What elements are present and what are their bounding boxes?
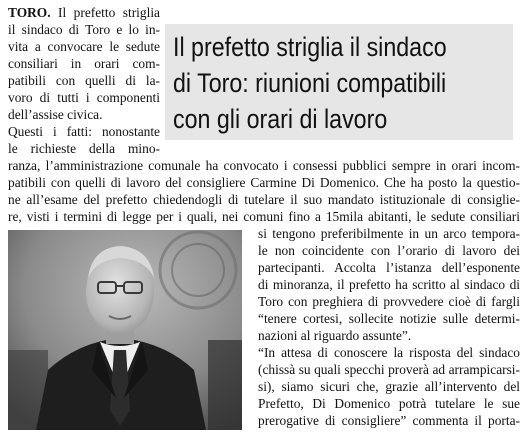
article-line: ne all’esame del prefetto chiedendogli di tutelare il suo mandato istituzionale di consiglie- — [8, 192, 520, 207]
article-line: re, visti i termini di legge per i quali, nei comuni fino a 15mila abitanti, le sedute consiliari — [8, 209, 520, 224]
portrait-illustration — [8, 230, 242, 430]
article-line: Toro con preghiera di provvedere cioè di fargli — [258, 294, 520, 309]
article-line: Questi i fatti: nonostante — [8, 124, 160, 139]
article-line: patibili con quelli di lavoro del consigliere Carmine Di Domenico. Che ha posto la questio- — [8, 175, 520, 190]
article-line: “In attesa di conoscere la risposta del sindaco — [258, 345, 520, 360]
article-line: “tenere cortesi, sollecite notizie sulle determi- — [258, 311, 520, 326]
headline-line-1: Il prefetto striglia il sindaco — [173, 32, 447, 62]
article-line: dell’assise civica. — [8, 107, 103, 122]
headline-line-3: con gli orari di lavoro — [173, 104, 388, 134]
headline-box — [165, 24, 513, 140]
article-line: nazioni al riguardo assunte”. — [258, 328, 412, 343]
article-line: (chissà su quali specchi proverà ad arrampicarsi- — [258, 362, 520, 377]
article-line: partecipanti. Accolta l’istanza dell’esponente — [258, 260, 520, 275]
headline-line-2: di Toro: riunioni compatibili — [173, 68, 447, 98]
article-line: consiliari in orari com- — [8, 56, 160, 71]
portrait-photo — [8, 230, 242, 430]
article-line: voro di tutti i componenti — [8, 90, 160, 105]
article-line: Prefetto, Di Domenico potrà tutelare le sue — [258, 396, 520, 411]
article-line: ranza, l’amministrazione comunale ha convocato i consessi pubblici sempre in orari incom- — [8, 158, 520, 173]
article-line: di minoranza, il prefetto ha scritto al sindaco di — [258, 277, 520, 292]
article-line: si tengono preferibilmente in un arco tempora- — [258, 226, 520, 241]
article-line: il sindaco di Toro e lo in- — [8, 22, 160, 37]
dateline: TORO. — [8, 5, 51, 20]
article-line: patibili con quelli di la- — [8, 73, 160, 88]
article-line: si), siamo sicuri che, grazie all’intervento del — [258, 379, 520, 394]
article-line: TORO. Il prefetto striglia — [8, 5, 160, 20]
article-line: le non coincidente con l’orario di lavoro dei — [258, 243, 520, 258]
article-line: le richieste della mino- — [8, 141, 160, 156]
article-line: vita a convocare le sedute — [8, 39, 160, 54]
article-line: prerogative di consigliere” commenta il porta- — [258, 413, 520, 428]
